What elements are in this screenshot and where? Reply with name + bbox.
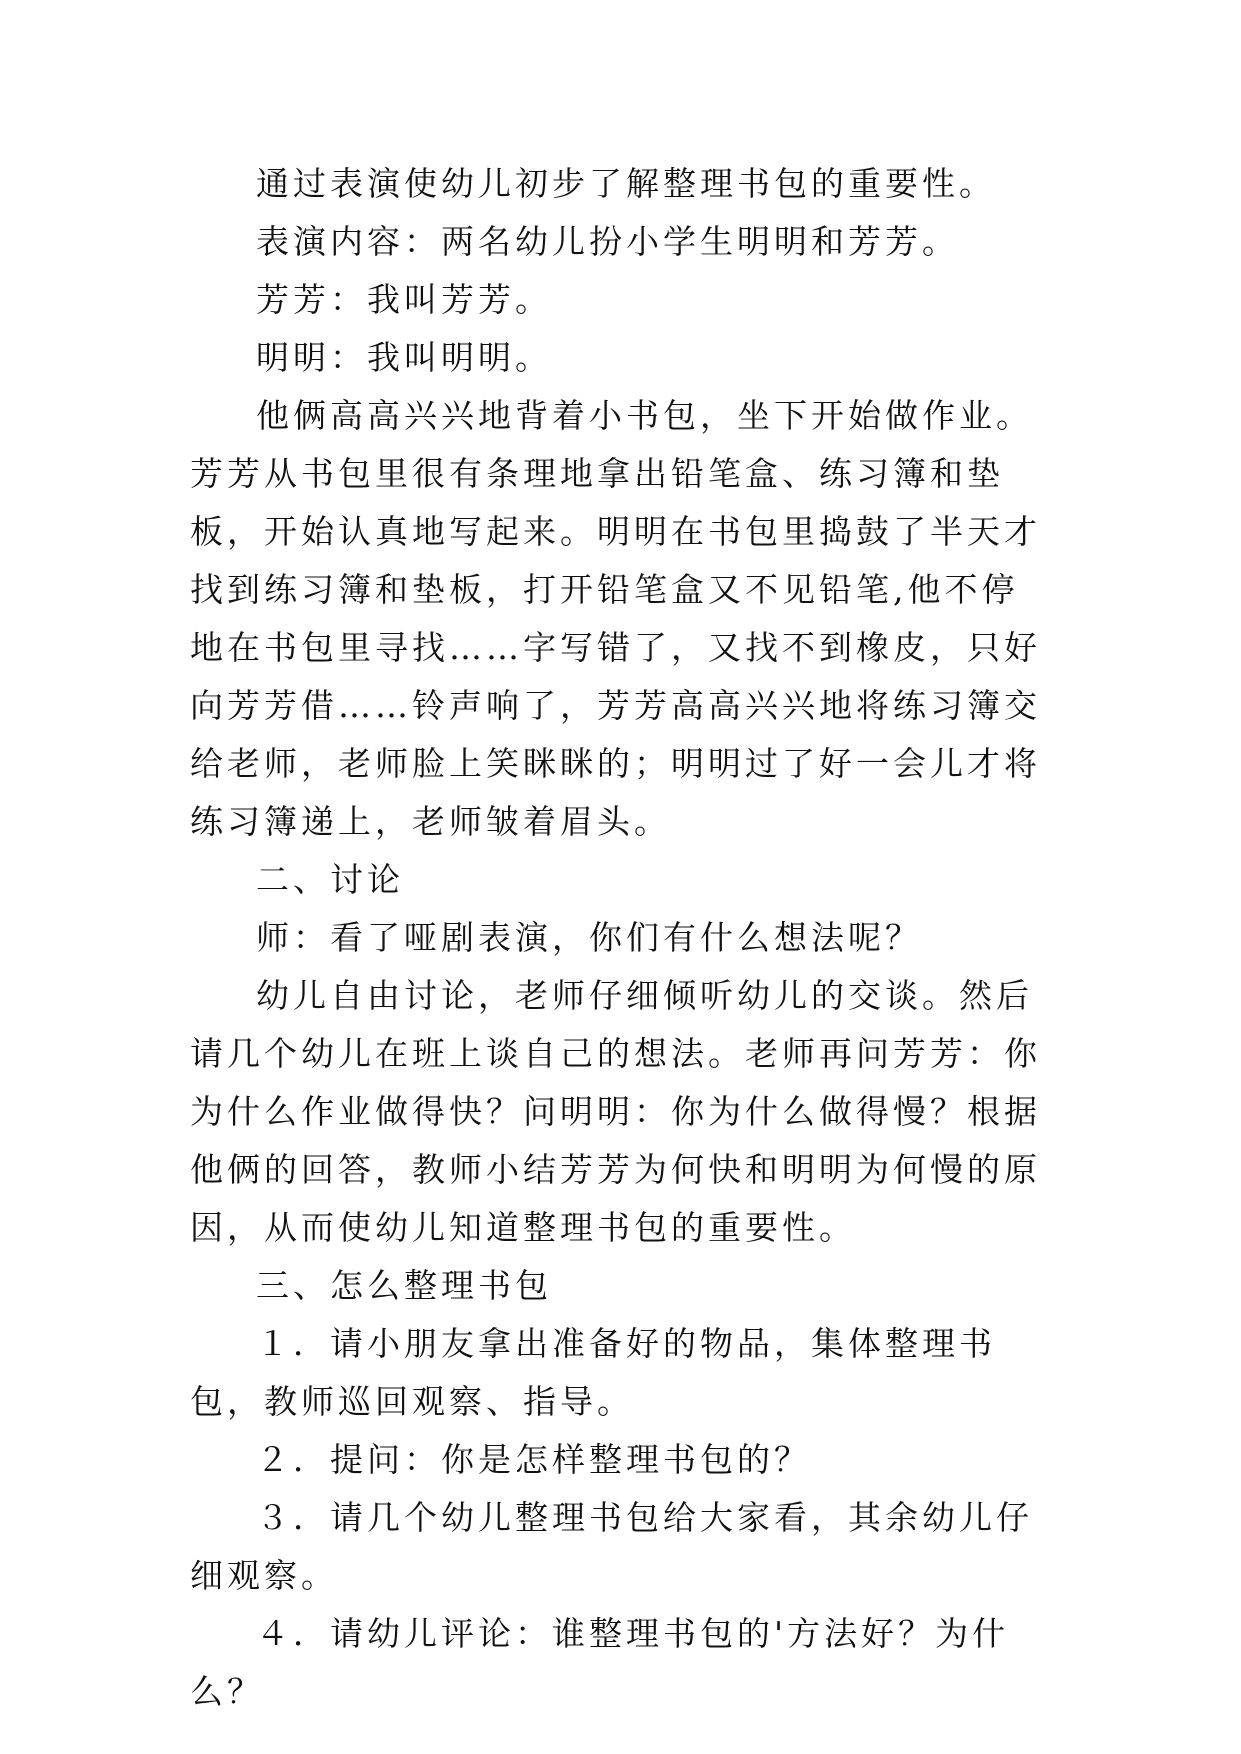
- section-heading-how-to-organize: 三、怎么整理书包: [256, 1266, 552, 1305]
- dialogue-mingming: 明明：我叫明明。: [256, 338, 552, 377]
- paragraph-discussion-details: 幼儿自由讨论，老师仔细倾听幼儿的交谈。然后请几个幼儿在班上谈自己的想法。老师再问芳芳：你为什么作业做得快？问明明：你为什么做得慢？根据他俩的回答，教师小结芳芳为何快和明明为何慢的原因，从而使幼儿知道整理书包的重要性。: [190, 976, 1041, 1247]
- numbered-step-2: ２．提问：你是怎样整理书包的？: [256, 1440, 811, 1479]
- paragraph-story: 他俩高高兴兴地背着小书包，坐下开始做作业。芳芳从书包里很有条理地拿出铅笔盒、练习簿和垫板，开始认真地写起来。明明在书包里捣鼓了半天才找到练习簿和垫板，打开铅笔盒又不见铅笔,他不停地在书包里寻找……字写错了，又找不到橡皮，只好向芳芳借……铃声响了，芳芳高高兴兴地将练习簿交给老师，老师脸上笑眯眯的；明明过了好一会儿才将练习簿递上，老师皱着眉头。: [190, 396, 1041, 841]
- section-heading-discussion: 二、讨论: [256, 860, 404, 899]
- numbered-step-3: ３．请几个幼儿整理书包给大家看，其余幼儿仔细观察。: [190, 1498, 1033, 1595]
- document-body: [190, 155, 1052, 1721]
- dialogue-fangfang: 芳芳：我叫芳芳。: [256, 280, 552, 319]
- numbered-step-4: ４．请幼儿评论：谁整理书包的'方法好？为什么？: [190, 1614, 1010, 1711]
- numbered-step-1: １．请小朋友拿出准备好的物品，集体整理书包，教师巡回观察、指导。: [190, 1324, 996, 1421]
- paragraph-performance-content: 表演内容：两名幼儿扮小学生明明和芳芳。: [256, 222, 959, 261]
- paragraph-teacher-question: 师：看了哑剧表演，你们有什么想法呢？: [256, 918, 922, 957]
- paragraph-purpose: 通过表演使幼儿初步了解整理书包的重要性。: [256, 164, 996, 203]
